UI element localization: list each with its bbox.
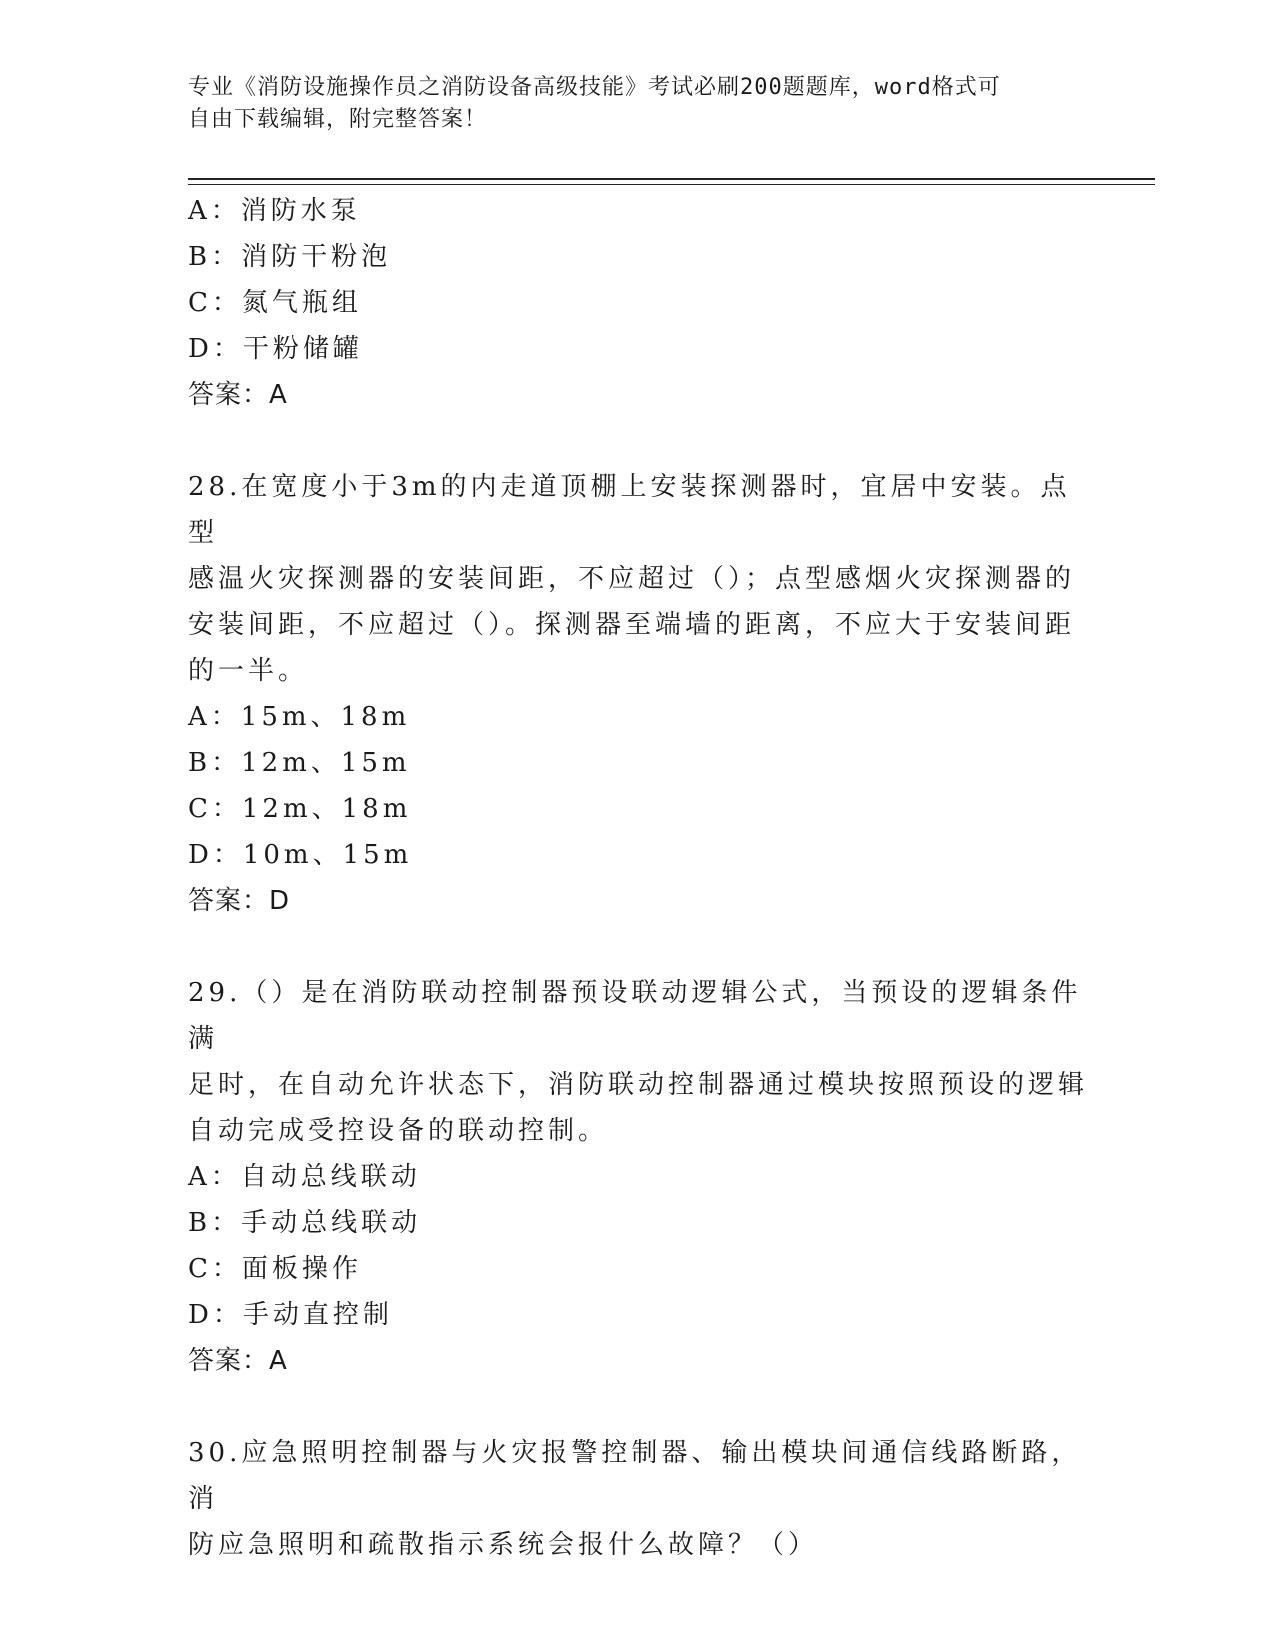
- question-list: [188, 188, 1088, 1568]
- question-27: [188, 188, 1088, 418]
- answer-line: 答案：D: [188, 886, 291, 916]
- question-text-line: 29.（）是在消防联动控制器预设联动逻辑公式，当预设的逻辑条件满: [188, 978, 1082, 1054]
- header-divider-thin: [188, 184, 1155, 185]
- document-header: [188, 72, 1068, 136]
- question-text-line: 防应急照明和疏散指示系统会报什么故障？（）: [188, 1530, 819, 1560]
- option-a: A：自动总线联动: [188, 1162, 421, 1192]
- question-29: [188, 970, 1088, 1384]
- answer-line: 答案：A: [188, 1346, 288, 1376]
- option-a: A：消防水泵: [188, 196, 361, 226]
- question-text-line: 自动完成受控设备的联动控制。: [188, 1116, 609, 1146]
- header-line-2: 自由下载编辑，附完整答案！: [188, 107, 488, 132]
- spacer: [188, 1384, 1088, 1430]
- option-d: D：10m、15m: [188, 840, 413, 870]
- option-b: B：手动总线联动: [188, 1208, 422, 1238]
- question-text-line: 安装间距，不应超过（）。探测器至端墙的距离，不应大于安装间距: [188, 610, 1076, 640]
- option-c: C：12m、18m: [188, 794, 412, 824]
- option-d: D：干粉储罐: [188, 334, 363, 364]
- option-b: B：12m、15m: [188, 748, 411, 778]
- spacer: [188, 418, 1088, 464]
- question-text-line: 30.应急照明控制器与火灾报警控制器、输出模块间通信线路断路，消: [188, 1438, 1082, 1514]
- question-text-line: 感温火灾探测器的安装间距，不应超过（）；点型感烟火灾探测器的: [188, 564, 1076, 594]
- option-a: A：15m、18m: [188, 702, 411, 732]
- question-text-line: 足时，在自动允许状态下，消防联动控制器通过模块按照预设的逻辑: [188, 1070, 1089, 1100]
- question-text-line: 28.在宽度小于3m的内走道顶棚上安装探测器时，宜居中安装。点型: [188, 472, 1071, 548]
- spacer: [188, 924, 1088, 970]
- option-c: C：面板操作: [188, 1254, 362, 1284]
- question-30: [188, 1430, 1088, 1568]
- answer-line: 答案：A: [188, 380, 288, 410]
- option-c: C：氮气瓶组: [188, 288, 362, 318]
- question-28: [188, 464, 1088, 924]
- option-d: D：手动直控制: [188, 1300, 393, 1330]
- header-line-1: 专业《消防设施操作员之消防设备高级技能》考试必刷200题题库，word格式可: [188, 75, 1001, 100]
- question-text-line: 的一半。: [188, 656, 309, 686]
- header-divider-thick: [188, 178, 1155, 180]
- option-b: B：消防干粉泡: [188, 242, 392, 272]
